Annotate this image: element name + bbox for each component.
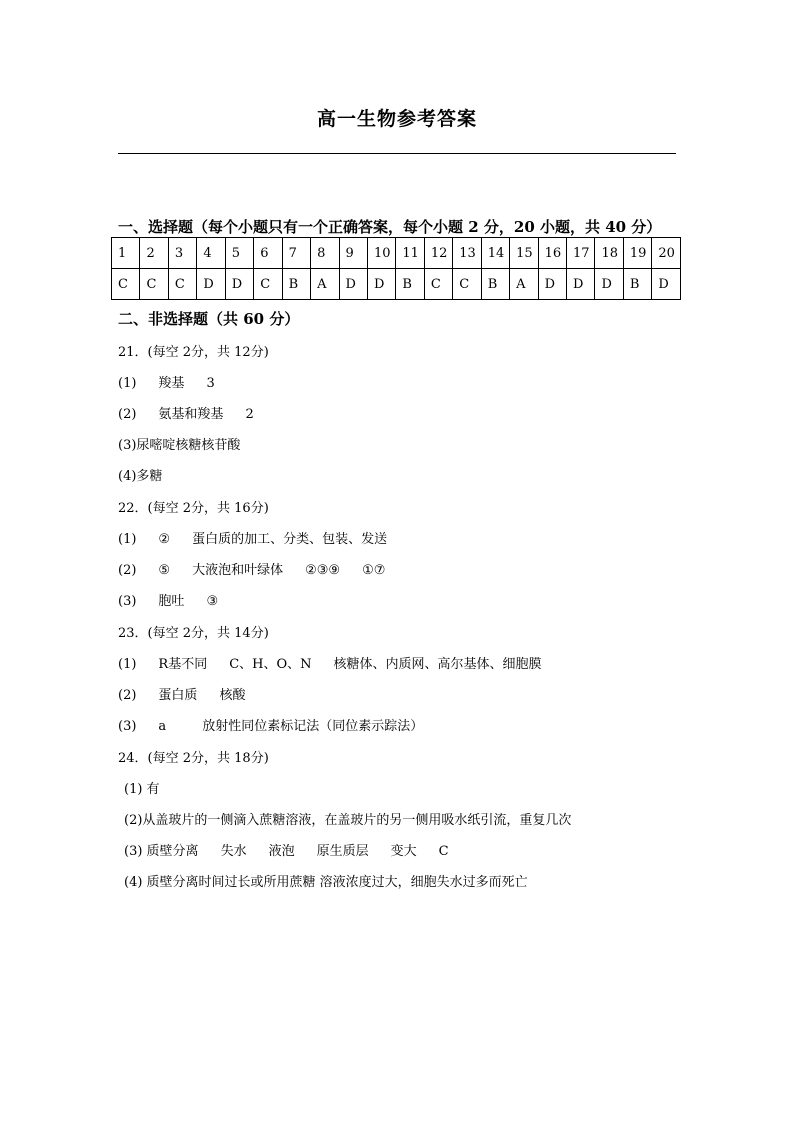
answer-cell: B	[623, 269, 651, 300]
q21-answer-1	[118, 372, 215, 391]
answer-text: 失水	[220, 844, 247, 859]
question-number: 18	[595, 238, 623, 269]
q22-answer-2	[118, 559, 385, 578]
q21-header: 21．(每空 2分，共 12分)	[118, 345, 269, 360]
question-number: 13	[453, 238, 481, 269]
item-number: (2)	[118, 407, 137, 422]
answer-cell: B	[282, 269, 310, 300]
answer-text: 液泡	[268, 844, 295, 859]
q21-answer-3: (3)尿嘧啶核糖核苷酸	[118, 438, 241, 453]
question-number: 4	[197, 238, 225, 269]
item-number: (3)	[118, 594, 137, 609]
answer-text: ①⑦	[362, 563, 386, 578]
question-number: 19	[623, 238, 651, 269]
answer-text: ②	[158, 532, 171, 547]
answer-table	[111, 237, 681, 300]
item-number: (1)	[118, 532, 137, 547]
page-title: 高一生物参考答案	[316, 108, 477, 130]
q24-answer-3	[124, 840, 449, 859]
question-number: 5	[225, 238, 253, 269]
q21-answer-2	[118, 403, 254, 422]
answer-text: R基不同	[158, 657, 208, 672]
answer-text: ⑤	[158, 563, 171, 578]
answer-text: 变大	[390, 844, 417, 859]
question-number: 3	[168, 238, 196, 269]
section2-heading: 二、非选择题（共 60 分）	[118, 310, 300, 328]
answer-text: 3	[206, 376, 215, 391]
answer-cell: D	[538, 269, 566, 300]
q23-answer-2	[118, 684, 245, 703]
answer-cell: D	[225, 269, 253, 300]
answer-text: 蛋白质	[158, 688, 198, 703]
answer-text: 核酸	[219, 688, 246, 703]
answer-text: ③	[206, 594, 219, 609]
question-number: 12	[424, 238, 452, 269]
answer-row	[112, 269, 681, 300]
answer-text: 2	[245, 407, 254, 422]
answer-cell: B	[396, 269, 424, 300]
answer-text: 原生质层	[316, 844, 369, 859]
answer-cell: C	[112, 269, 140, 300]
answer-text: C、H、O、N	[229, 657, 312, 672]
q22-answer-3	[118, 590, 218, 609]
question-number: 1	[112, 238, 140, 269]
question-number: 8	[311, 238, 339, 269]
question-number: 9	[339, 238, 367, 269]
answer-cell: A	[510, 269, 538, 300]
section1-heading: 一、选择题（每个小题只有一个正确答案，每个小题 2 分，20 小题，共 40 分）	[118, 218, 662, 236]
q23-answer-3	[118, 715, 423, 734]
question-number: 16	[538, 238, 566, 269]
answer-cell: D	[595, 269, 623, 300]
item-number: (1)	[118, 657, 137, 672]
item-number: (1)	[118, 376, 137, 391]
answer-text: 胞吐	[158, 594, 185, 609]
answer-text: (3) 质壁分离	[124, 844, 199, 859]
answer-cell: C	[140, 269, 168, 300]
item-number: (2)	[118, 688, 137, 703]
q23-header: 23．(每空 2分，共 14分)	[118, 626, 269, 641]
answer-text: ②③⑨	[305, 563, 341, 578]
answer-cell: C	[453, 269, 481, 300]
answer-cell: D	[652, 269, 681, 300]
answer-cell: C	[168, 269, 196, 300]
q24-header: 24．(每空 2分，共 18分)	[118, 751, 269, 766]
q22-answer-1	[118, 528, 387, 547]
q24-answer-1: (1) 有	[124, 782, 160, 797]
answer-text: 核糖体、内质网、高尔基体、细胞膜	[333, 657, 542, 672]
answer-text: 氨基和羧基	[158, 407, 224, 422]
q21-answer-4: (4)多糖	[118, 469, 163, 484]
question-number: 11	[396, 238, 424, 269]
answer-text: C	[438, 844, 449, 859]
answer-cell: D	[197, 269, 225, 300]
answer-cell: C	[254, 269, 282, 300]
answer-text: 羧基	[158, 376, 185, 391]
answer-cell: A	[311, 269, 339, 300]
question-number-row	[112, 238, 681, 269]
q24-answer-4: (4) 质壁分离时间过长或所用蔗糖 溶液浓度过大，细胞失水过多而死亡	[124, 875, 528, 890]
answer-cell: B	[481, 269, 509, 300]
question-number: 20	[652, 238, 681, 269]
answer-text: 放射性同位素标记法（同位素示踪法）	[202, 719, 424, 734]
item-number: (2)	[118, 563, 137, 578]
answer-text: 蛋白质的加工、分类、包装、发送	[192, 532, 388, 547]
question-number: 17	[567, 238, 595, 269]
question-number: 6	[254, 238, 282, 269]
question-number: 10	[367, 238, 395, 269]
answer-text: a	[158, 719, 167, 734]
answer-cell: D	[367, 269, 395, 300]
item-number: (3)	[118, 719, 137, 734]
title-divider	[118, 153, 676, 154]
question-number: 7	[282, 238, 310, 269]
q23-answer-1	[118, 653, 542, 672]
question-number: 2	[140, 238, 168, 269]
answer-cell: D	[567, 269, 595, 300]
question-number: 15	[510, 238, 538, 269]
answer-cell: C	[424, 269, 452, 300]
answer-text: 大液泡和叶绿体	[192, 563, 284, 578]
q22-header: 22．(每空 2分，共 16分)	[118, 501, 269, 516]
q24-answer-2: (2)从盖玻片的一侧滴入蔗糖溶液，在盖玻片的另一侧用吸水纸引流，重复几次	[124, 813, 572, 828]
question-number: 14	[481, 238, 509, 269]
answer-cell: D	[339, 269, 367, 300]
